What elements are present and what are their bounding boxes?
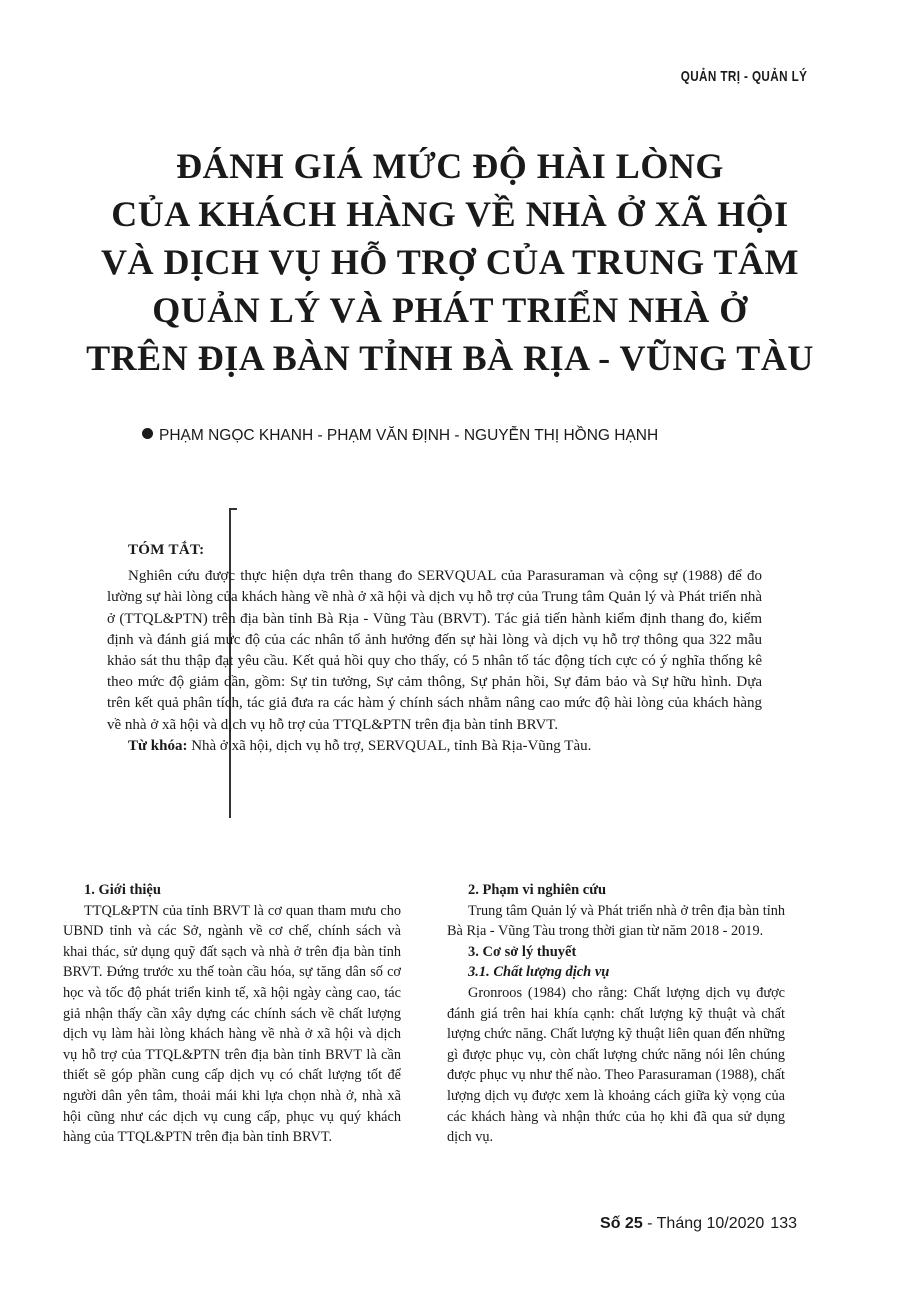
article-title: [70, 142, 830, 382]
title-line: QUẢN LÝ VÀ PHÁT TRIỂN NHÀ Ở: [152, 290, 748, 330]
title-line: TRÊN ĐỊA BÀN TỈNH BÀ RỊA - VŨNG TÀU: [86, 338, 814, 378]
abstract: [107, 540, 762, 757]
section-heading-intro: 1. Giới thiệu: [84, 882, 161, 898]
subsection-heading-quality: 3.1. Chất lượng dịch vụ: [468, 964, 610, 981]
abstract-heading: TÓM TẮT:: [128, 542, 205, 558]
scope-paragraph: Trung tâm Quản lý và Phát triển nhà ở trên địa bàn tỉnh Bà Rịa - Vũng Tàu trong thời gian từ năm 2018 - 2019.: [447, 902, 785, 940]
issue-date: - Tháng 10/2020: [642, 1215, 765, 1232]
section-heading-scope: 2. Phạm vi nghiên cứu: [468, 882, 607, 898]
author-line: [142, 427, 658, 445]
page-footer: [600, 1215, 797, 1233]
title-line: ĐÁNH GIÁ MỨC ĐỘ HÀI LÒNG: [176, 146, 724, 186]
page-number: 133: [770, 1215, 797, 1232]
keywords-text: Nhà ở xã hội, dịch vụ hỗ trợ, SERVQUAL, tỉnh Bà Rịa-Vũng Tàu.: [187, 737, 592, 754]
left-column: [63, 880, 401, 1148]
title-line: CỦA KHÁCH HÀNG VỀ NHÀ Ở XÃ HỘI: [111, 194, 789, 234]
abstract-text: Nghiên cứu được thực hiện dựa trên thang đo SERVQUAL của Parasuraman và cộng sự (1988) để đo lường sự hài lòng của khách hàng về nhà ở xã hội và dịch vụ hỗ trợ của Trung tâm Quản lý và Phát triển nhà ở (TTQL&PTN) trên địa bàn tỉnh Bà Rịa - Vũng Tàu (BRVT). Tác giả tiến hành kiểm định thang đo, kiểm định và đánh giá mức độ của các nhân tố ảnh hưởng đến sự hài lòng và dịch vụ hỗ trợ thông qua 322 mẫu khảo sát thu thập đạt yêu cầu. Kết quả hồi quy cho thấy, có 5 nhân tố tác động tích cực có ý nghĩa thống kê theo mức độ giảm dần, gồm: Sự tin tưởng, Sự cảm thông, Sự phản hồi, Sự đảm bảo và Sự hữu hình. Dựa trên kết quả phân tích, tác giả đưa ra các hàm ý chính sách nhằm nâng cao mức độ hài lòng của khách hàng về nhà ở xã hội và dịch vụ hỗ trợ của TTQL&PTN trên địa bàn tỉnh BRVT.: [107, 568, 762, 733]
bullet-icon: [142, 428, 153, 439]
intro-paragraph: TTQL&PTN của tỉnh BRVT là cơ quan tham mưu cho UBND tỉnh và các Sở, ngành về cơ chế, chính sách và khai thác, sử dụng quỹ đất sạch và nhà ở trên địa bàn tỉnh BRVT. Đứng trước xu thế toàn cầu hóa, sự tăng dân số cơ học và tốc độ phát triển kinh tế, xã hội ngày càng cao, tác giả nhận thấy cần xây dựng các chính sách về chất lượng dịch vụ làm hài lòng khách hàng về nhà ở xã hội và dịch vụ hỗ trợ của TTQL&PTN trên địa bàn tỉnh BRVT là cần thiết sẽ góp phần cung cấp dịch vụ có chất lượng tốt để người dân yên tâm, thoải mái khi lựa chọn nhà ở, nhà xã hội cũng như các dịch vụ cung cấp, phục vụ quý khách hàng của TTQL&PTN trên địa bàn tỉnh BRVT.: [63, 902, 401, 1146]
keywords: [107, 736, 762, 757]
title-line: VÀ DỊCH VỤ HỖ TRỢ CỦA TRUNG TÂM: [101, 242, 799, 282]
quality-paragraph: Gronroos (1984) cho rằng: Chất lượng dịch vụ được đánh giá trên hai khía cạnh: chất lượng kỹ thuật và chất lượng chức năng. Chất lượng kỹ thuật liên quan đến những gì được phục vụ, còn chất lượng chức năng nói lên chúng được phục vụ như thế nào. Theo Parasuraman (1988), chất lượng dịch vụ được xem là khoảng cách giữa kỳ vọng của các khách hàng và nhận thức của họ khi đã qua sử dụng dịch vụ.: [447, 984, 785, 1146]
section-label: QUẢN TRỊ - QUẢN LÝ: [680, 68, 807, 85]
divider-tick: [229, 508, 237, 510]
section-heading-theory: 3. Cơ sở lý thuyết: [468, 943, 577, 960]
keywords-label: Từ khóa:: [128, 737, 188, 754]
issue-number: Số 25: [600, 1215, 643, 1232]
authors: PHẠM NGỌC KHANH - PHẠM VĂN ĐỊNH - NGUYỄN THỊ HỒNG HẠNH: [159, 427, 659, 444]
right-column: [447, 880, 785, 1148]
